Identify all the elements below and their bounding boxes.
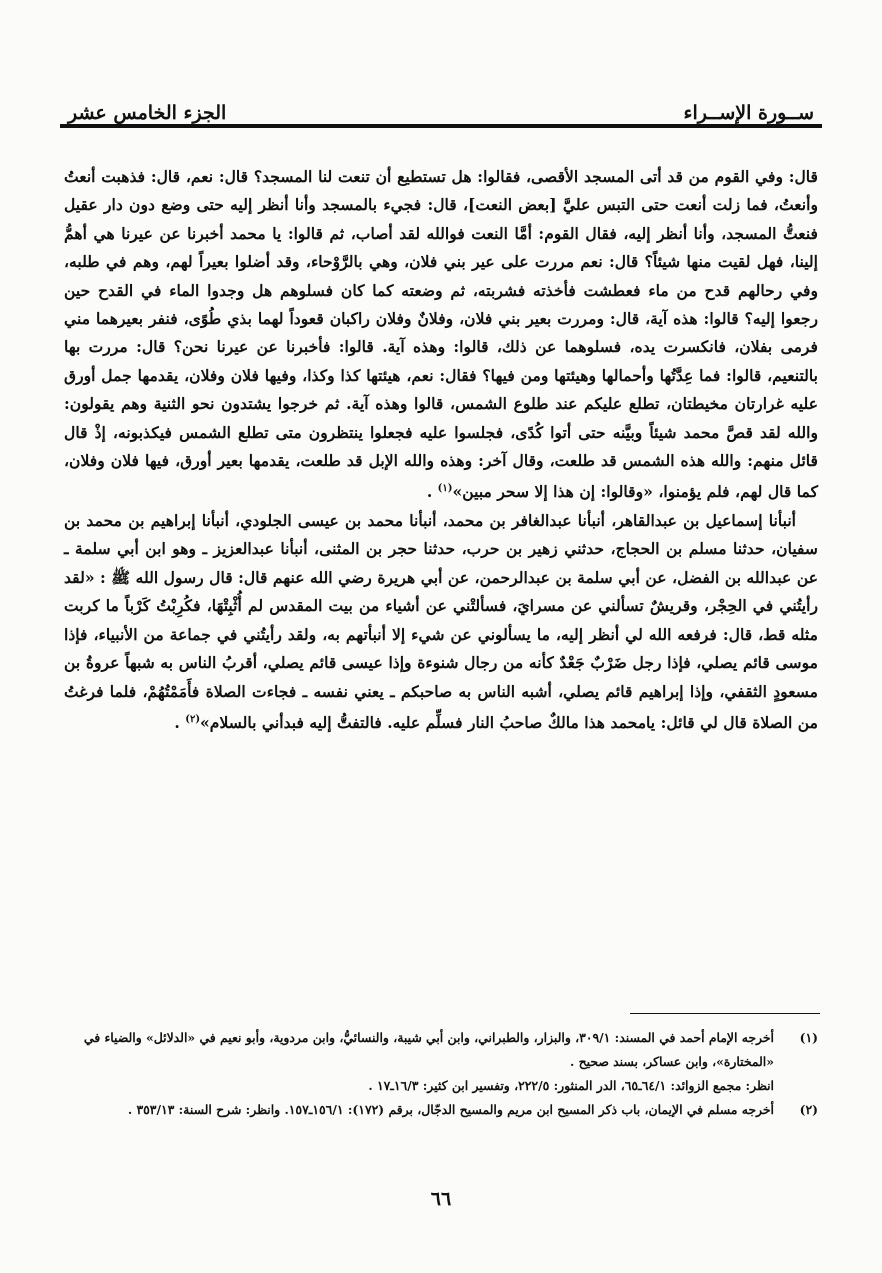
part-label: الجزء الخامس عشر [68,102,227,124]
header-rule [60,124,822,128]
surah-title: ســورة الإســراء [683,102,814,124]
paragraph-hadith-night-journey: قال: وفي القوم من قد أتى المسجد الأقصى، فقالوا: هل تستطيع أن تنعت لنا المسجد؟ قال: نعم، قال: فذهبت أنعتُ وأنعتُ، فما زلت أنعت حتى التبس عليَّ [بعض النعت]، قال: فجيء بالمسجد وأنا أنظر إليه حتى وضع دون دار عقيل فنعتُّ المسجد، وأنا أنظر إليه، فقال القوم: أمَّا النعت فوالله لقد أصاب، ثم قالوا: يا محمد أخبرنا عن عيرنا هي أهمُّ إلينا، فهل لقيت منها شيئاً؟ قال: نعم مررت على عير بني فلان، وهي بالرَّوْحاء، وقد أضلوا بعيراً لهم، وهم في طلبه، وفي رحالهم قدح من ماء فعطشت فأخذته فشربته، ثم وضعته كما كان فسلوهم هل وجدوا الماء في القدح حين رجعوا إليه؟ قالوا: هذه آية، قال: ومررت بعير بني فلان، وفلانٌ وفلان راكبان قعوداً لهما بذي طُوًى، فنفر بعيرهما مني فرمى بفلان، فانكسرت يده، فسلوهما عن ذلك، قالوا: وهذه آية. قالوا: فأخبرنا عن عيرنا نحن؟ قال: مررت بها بالتنعيم، قالوا: فما عِدَّتُها وأحمالها وهيئتها ومن فيها؟ فقال: نعم، هيئتها كذا وكذا، وفيها فلان وفلان، يقدمها جمل أورق عليه غرارتان مخيطتان، تطلع عليكم عند طلوع الشمس، قالوا وهذه آية. ثم خرجوا يشتدون نحو الثنية وهم يقولون: والله لقد قصَّ محمد شيئاً وبيَّنه حتى أتوا كُدًى، فجلسوا عليه فجعلوا ينتظرون متى تطلع الشمس فيكذبونه، إذْ قال قائل منهم: والله هذه الشمس قد طلعت، وقال آخر: وهذه والله الإبل قد طلعت، يقدمها بعير أورق، فيها فلان وفلان، كما قال لهم، فلم يؤمنوا، «وقالوا: إن هذا إلا سحر مبين»$^{(١)}$ . [64,167,818,502]
running-header [62,84,820,124]
main-text [64,163,818,738]
footnotes [64,1026,818,1122]
paragraph-muslim-narration: أنبأنا إسماعيل بن عبدالقاهر، أنبأنا عبدالغافر بن محمد، أنبأنا محمد بن عيسى الجلودي، أنبأنا إبراهيم بن محمد بن سفيان، حدثنا مسلم بن الحجاج، حدثني زهير بن حرب، حدثنا حجر بن المثنى، أنبأنا عبدالعزيز ـ وهو ابن أبي سلمة ـ عن عبدالله بن الفضل، عن أبي سلمة بن عبدالرحمن، عن أبي هريرة رضي الله عنهم قال: قال رسول الله ﷺ : «لقد رأيتُني في الحِجْر، وقريشٌ تسألني عن مسرايَ، فسألتْني عن أشياء من بيت المقدس لم أُثْبِتْهَا، فكُرِبْتُ كَرْباً ما كربت مثله قط، قال: فرفعه الله لي أنظر إليه، ما يسألوني عن شيء إلا أنبأتهم به، ولقد رأيتُني في جماعة من الأنبياء، فإذا موسى قائم يصلي، فإذا رجل ضَرْبٌ جَعْدٌ كأنه من رجال شنوءة وإذا عيسى قائم يصلي، أقربُ الناس به شبهاً عروةُ بن مسعودٍ الثقفي، وإذا إبراهيم قائم يصلي، أشبه الناس به صاحبكم ـ يعني نفسه ـ فجاءت الصلاة فأَمَمْتُهُمْ، فلما فرغتُ من الصلاة قال لي قائل: يامحمد هذا مالكٌ صاحبُ النار فسلِّم عليه. فالتفتُّ إليه فبدأني بالسلام»$^{(٢)}$ . [64,511,818,733]
footnote-ref-2: (٢) [185,713,201,725]
footnote-text-secondary: انظر: مجمع الزوائد: ٦٤/١ـ٦٥، الدر المنثور: ٢٢٢/٥، وتفسير ابن كثير: ١٦/٣ـ١٧ . [368,1078,774,1093]
footnote-number: (١) [799,1030,818,1045]
footnote-number: (٢) [799,1102,818,1117]
footnote-ref-1: (١) [437,483,453,495]
footnote-2 [64,1098,818,1122]
page-number: ٦٦ [430,1188,452,1210]
footnote-separator [630,1013,820,1014]
footnote-text: أخرجه الإمام أحمد في المسند: ٣٠٩/١، والبزار، والطبراني، وابن أبي شيبة، والنسائيُّ، وابن مردوية، وأبو نعيم في «الدلائل» والضياء في «المختارة»، وابن عساكر، بسند صحيح . [83,1030,774,1069]
footnote-text: أخرجه مسلم في الإيمان، باب ذكر المسيح ابن مريم والمسيح الدجّال، برقم (١٧٢): ١٥٦/١ـ١٥٧. وانظر: شرح السنة: ٣٥٣/١٣ . [127,1102,774,1117]
footnote-1 [64,1026,818,1098]
